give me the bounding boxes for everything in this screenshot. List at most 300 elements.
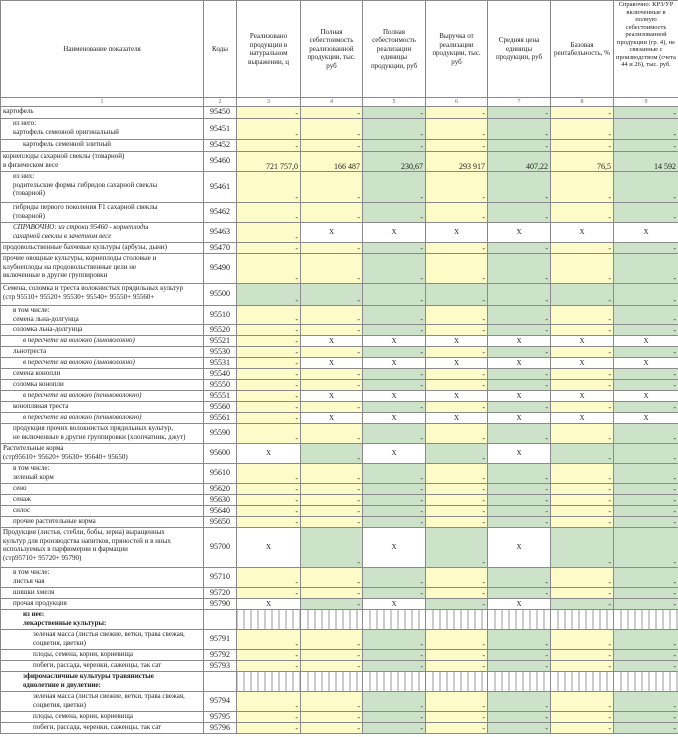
table-row <box>1 444 678 464</box>
table-row <box>1 140 678 152</box>
row-name: в том числе: листья чая <box>1 568 204 588</box>
value-cell: - <box>363 243 426 254</box>
value-cell[interactable]: - <box>301 588 363 599</box>
value-cell: - <box>488 495 551 506</box>
value-cell: - <box>363 506 426 517</box>
value-cell[interactable]: - <box>301 140 363 152</box>
row-name: конопляная треста <box>1 402 204 413</box>
value-cell: - <box>488 203 551 223</box>
value-cell: - <box>614 528 678 568</box>
value-cell[interactable]: - <box>551 347 614 358</box>
value-cell[interactable]: - <box>237 223 301 243</box>
value-cell: X <box>614 413 678 424</box>
value-cell[interactable]: - <box>551 464 614 484</box>
value-cell[interactable]: 293 917 <box>426 152 488 172</box>
value-cell[interactable]: - <box>551 254 614 284</box>
value-cell[interactable]: - <box>237 506 301 517</box>
value-cell[interactable]: - <box>301 347 363 358</box>
value-cell: - <box>614 599 678 610</box>
row-code: 95452 <box>204 140 237 152</box>
value-cell: - <box>488 630 551 650</box>
value-cell[interactable]: - <box>426 107 488 119</box>
value-cell[interactable]: - <box>237 243 301 254</box>
row-name: в пересчете на волокно (пеньковолокно) <box>1 413 204 424</box>
row-code: 95796 <box>204 723 237 734</box>
value-cell[interactable]: - <box>551 306 614 325</box>
row-name: семена конопли <box>1 369 204 380</box>
value-cell[interactable]: - <box>426 517 488 528</box>
column-number-row <box>1 98 678 107</box>
value-cell: 230,67 <box>363 152 426 172</box>
value-cell[interactable]: - <box>551 495 614 506</box>
table-row <box>1 369 678 380</box>
value-cell[interactable]: - <box>237 369 301 380</box>
value-cell[interactable]: - <box>426 712 488 723</box>
value-cell[interactable]: - <box>301 495 363 506</box>
value-cell[interactable]: - <box>237 588 301 599</box>
value-cell: X <box>614 223 678 243</box>
value-cell[interactable]: - <box>301 402 363 413</box>
header-revenue: Выручка от реализации продукции, тыс. руб <box>426 1 488 98</box>
value-cell[interactable]: - <box>426 630 488 650</box>
value-cell[interactable]: - <box>426 495 488 506</box>
row-name: гибриды первого поколения F1 сахарной свеклы (товарной) <box>1 203 204 223</box>
value-cell: - <box>488 284 551 306</box>
value-cell: - <box>488 712 551 723</box>
value-cell[interactable]: - <box>426 172 488 203</box>
value-cell[interactable]: - <box>551 107 614 119</box>
table-row <box>1 610 678 630</box>
value-cell: X <box>363 444 426 464</box>
table-row <box>1 107 678 119</box>
table-row <box>1 203 678 223</box>
row-code: 95540 <box>204 369 237 380</box>
value-cell: - <box>301 528 363 568</box>
row-name: соломка льна-долгунца <box>1 325 204 336</box>
value-cell: X <box>363 358 426 369</box>
value-cell: - <box>614 464 678 484</box>
value-cell[interactable]: - <box>426 347 488 358</box>
value-cell: - <box>363 588 426 599</box>
value-cell[interactable]: - <box>301 484 363 495</box>
value-cell: - <box>614 444 678 464</box>
value-cell: X <box>237 528 301 568</box>
table-row <box>1 517 678 528</box>
value-cell[interactable]: 76,5 <box>551 152 614 172</box>
value-cell: - <box>363 568 426 588</box>
value-cell: - <box>363 692 426 712</box>
table-row <box>1 630 678 650</box>
header-reference: Справочно: КРЗ/УР включенные в полную себестоимость реализованной продукции (гр. 4), не связанные с производством (счета 44 и 26), тыс. руб. <box>614 1 678 98</box>
value-cell[interactable]: - <box>301 254 363 284</box>
value-cell: X <box>426 336 488 347</box>
row-code: 95720 <box>204 588 237 599</box>
value-cell[interactable]: - <box>551 650 614 661</box>
value-cell[interactable]: - <box>426 140 488 152</box>
value-cell[interactable]: - <box>551 119 614 140</box>
value-cell: - <box>363 347 426 358</box>
value-cell[interactable]: - <box>426 723 488 734</box>
row-code: 95560 <box>204 402 237 413</box>
row-code: 95561 <box>204 413 237 424</box>
value-cell: - <box>488 506 551 517</box>
value-cell: X <box>301 413 363 424</box>
value-cell[interactable]: - <box>301 203 363 223</box>
value-cell[interactable]: - <box>237 402 301 413</box>
value-cell[interactable]: - <box>301 517 363 528</box>
value-cell[interactable]: - <box>551 712 614 723</box>
table-row <box>1 306 678 325</box>
value-cell[interactable]: - <box>551 630 614 650</box>
row-name: СПРАВОЧНО: из строки 95460 - корнеплоды сахарной свеклы в зачетном весе <box>1 223 204 243</box>
hatched-cell <box>614 610 678 630</box>
value-cell[interactable]: - <box>426 484 488 495</box>
value-cell[interactable]: - <box>426 661 488 672</box>
value-cell[interactable]: - <box>551 424 614 444</box>
value-cell: - <box>301 599 363 610</box>
row-code: 95450 <box>204 107 237 119</box>
value-cell[interactable]: - <box>301 506 363 517</box>
value-cell[interactable]: - <box>426 203 488 223</box>
value-cell: - <box>488 588 551 599</box>
col-num: 8 <box>551 98 614 107</box>
table-row <box>1 650 678 661</box>
value-cell[interactable]: - <box>237 723 301 734</box>
value-cell: X <box>614 391 678 402</box>
value-cell[interactable]: - <box>237 464 301 484</box>
value-cell: - <box>363 650 426 661</box>
table-row <box>1 672 678 692</box>
table-row <box>1 599 678 610</box>
value-cell: X <box>237 599 301 610</box>
value-cell[interactable]: - <box>426 588 488 599</box>
col-num: 6 <box>426 98 488 107</box>
value-cell[interactable]: - <box>551 402 614 413</box>
row-code: 95461 <box>204 172 237 203</box>
value-cell: - <box>614 347 678 358</box>
value-cell[interactable]: - <box>237 692 301 712</box>
row-code: 95551 <box>204 391 237 402</box>
row-code: 95650 <box>204 517 237 528</box>
header-row <box>1 1 678 98</box>
row-code: 95490 <box>204 254 237 284</box>
value-cell: X <box>488 528 551 568</box>
value-cell: - <box>614 650 678 661</box>
value-cell[interactable]: - <box>301 119 363 140</box>
value-cell[interactable]: 166 487 <box>301 152 363 172</box>
row-name: из нее: лекарственные культуры: <box>1 610 204 630</box>
table-row <box>1 588 678 599</box>
value-cell: - <box>488 254 551 284</box>
header-full-cost: Полная себестоимость реализованной продукции, тыс. руб <box>301 1 363 98</box>
row-code: 95795 <box>204 712 237 723</box>
value-cell: X <box>551 358 614 369</box>
value-cell[interactable]: - <box>237 568 301 588</box>
value-cell[interactable]: - <box>426 119 488 140</box>
value-cell: - <box>551 528 614 568</box>
value-cell[interactable]: - <box>301 380 363 391</box>
value-cell[interactable]: - <box>237 712 301 723</box>
value-cell: - <box>488 484 551 495</box>
value-cell[interactable]: - <box>426 692 488 712</box>
value-cell: X <box>301 358 363 369</box>
value-cell: - <box>488 306 551 325</box>
value-cell[interactable]: - <box>426 306 488 325</box>
row-code <box>204 672 237 692</box>
row-name: эфиромасличные культуры травянистые однолетние и двулетние: <box>1 672 204 692</box>
value-cell[interactable]: - <box>237 336 301 347</box>
value-cell: - <box>488 325 551 336</box>
value-cell[interactable]: - <box>551 203 614 223</box>
row-name: в пересчете на волокно (льноволокно) <box>1 358 204 369</box>
value-cell[interactable]: - <box>426 464 488 484</box>
table-row <box>1 358 678 369</box>
value-cell[interactable]: - <box>237 172 301 203</box>
value-cell: - <box>614 692 678 712</box>
value-cell[interactable]: - <box>237 358 301 369</box>
row-code: 95521 <box>204 336 237 347</box>
value-cell: - <box>614 254 678 284</box>
value-cell[interactable]: - <box>301 464 363 484</box>
value-cell[interactable]: - <box>237 413 301 424</box>
value-cell[interactable]: - <box>301 692 363 712</box>
value-cell: - <box>614 568 678 588</box>
value-cell[interactable]: - <box>301 325 363 336</box>
value-cell[interactable]: - <box>237 380 301 391</box>
value-cell[interactable]: - <box>237 484 301 495</box>
value-cell[interactable]: - <box>301 306 363 325</box>
value-cell[interactable]: - <box>237 650 301 661</box>
row-code: 95510 <box>204 306 237 325</box>
value-cell[interactable]: - <box>551 140 614 152</box>
value-cell: - <box>614 369 678 380</box>
table-row <box>1 402 678 413</box>
value-cell[interactable]: - <box>551 661 614 672</box>
hatched-cell <box>426 610 488 630</box>
row-code: 95610 <box>204 464 237 484</box>
row-code: 95792 <box>204 650 237 661</box>
value-cell[interactable]: - <box>551 243 614 254</box>
table-row <box>1 223 678 243</box>
value-cell[interactable]: - <box>301 630 363 650</box>
value-cell: - <box>488 424 551 444</box>
value-cell: - <box>363 495 426 506</box>
table-row <box>1 284 678 306</box>
value-cell: - <box>614 402 678 413</box>
header-qty: Реализовано продукции в натуральном выражении, ц <box>237 1 301 98</box>
value-cell: - <box>363 119 426 140</box>
row-code: 95794 <box>204 692 237 712</box>
value-cell[interactable]: - <box>237 661 301 672</box>
value-cell: X <box>237 444 301 464</box>
hatched-cell <box>488 672 551 692</box>
value-cell: - <box>488 568 551 588</box>
value-cell[interactable]: 721 757,0 <box>237 152 301 172</box>
value-cell: - <box>614 424 678 444</box>
hatched-cell <box>363 610 426 630</box>
value-cell: - <box>363 203 426 223</box>
value-cell[interactable]: - <box>237 517 301 528</box>
table-row <box>1 495 678 506</box>
value-cell: - <box>363 630 426 650</box>
value-cell[interactable]: - <box>237 347 301 358</box>
value-cell[interactable]: - <box>237 140 301 152</box>
value-cell: - <box>614 661 678 672</box>
value-cell: - <box>301 284 363 306</box>
value-cell[interactable]: - <box>551 692 614 712</box>
value-cell: X <box>488 358 551 369</box>
table-row <box>1 254 678 284</box>
row-code: 95463 <box>204 223 237 243</box>
value-cell[interactable]: - <box>551 484 614 495</box>
value-cell[interactable]: - <box>426 568 488 588</box>
value-cell[interactable]: - <box>426 254 488 284</box>
value-cell[interactable]: - <box>426 402 488 413</box>
col-num: 7 <box>488 98 551 107</box>
value-cell[interactable]: - <box>551 588 614 599</box>
row-name: шишки хмеля <box>1 588 204 599</box>
value-cell[interactable]: - <box>237 495 301 506</box>
value-cell[interactable]: - <box>301 424 363 444</box>
hatched-cell <box>551 610 614 630</box>
col-num: 3 <box>237 98 301 107</box>
value-cell[interactable]: - <box>237 325 301 336</box>
row-name: побеги, рассада, черенки, саженцы, так сат <box>1 661 204 672</box>
value-cell[interactable]: - <box>301 172 363 203</box>
value-cell: - <box>614 325 678 336</box>
table-row <box>1 325 678 336</box>
table-row <box>1 692 678 712</box>
value-cell: X <box>426 413 488 424</box>
value-cell: - <box>551 284 614 306</box>
row-name: продукция прочих волокнистых прядильных культур, не включенные в другие группировки (хлопчатник, джут) <box>1 424 204 444</box>
value-cell[interactable]: - <box>551 325 614 336</box>
value-cell[interactable]: - <box>301 107 363 119</box>
value-cell[interactable]: - <box>426 325 488 336</box>
value-cell: - <box>614 484 678 495</box>
table-row <box>1 119 678 140</box>
table-row <box>1 484 678 495</box>
value-cell: - <box>488 692 551 712</box>
value-cell: - <box>614 140 678 152</box>
hatched-cell <box>301 610 363 630</box>
header-unit-cost: Полная себестоимость реализации единицы продукции, руб <box>363 1 426 98</box>
table-row <box>1 506 678 517</box>
row-name: соломка конопли <box>1 380 204 391</box>
value-cell[interactable]: - <box>237 254 301 284</box>
value-cell: - <box>426 599 488 610</box>
row-code: 95793 <box>204 661 237 672</box>
value-cell[interactable]: - <box>551 723 614 734</box>
value-cell[interactable]: - <box>237 391 301 402</box>
row-code: 95600 <box>204 444 237 464</box>
col-num: 4 <box>301 98 363 107</box>
value-cell: - <box>614 723 678 734</box>
row-name: сенаж <box>1 495 204 506</box>
value-cell[interactable]: - <box>551 568 614 588</box>
value-cell: X <box>301 391 363 402</box>
value-cell: - <box>488 723 551 734</box>
value-cell[interactable]: - <box>237 630 301 650</box>
value-cell[interactable]: - <box>551 172 614 203</box>
table-row <box>1 568 678 588</box>
value-cell: X <box>551 413 614 424</box>
value-cell[interactable]: - <box>301 723 363 734</box>
row-name: из него: картофель семенной оригинальный <box>1 119 204 140</box>
value-cell[interactable]: - <box>301 712 363 723</box>
value-cell: - <box>614 172 678 203</box>
value-cell[interactable]: - <box>301 243 363 254</box>
value-cell: - <box>426 284 488 306</box>
value-cell: - <box>488 380 551 391</box>
value-cell[interactable]: - <box>301 369 363 380</box>
row-name: силос <box>1 506 204 517</box>
row-code: 95590 <box>204 424 237 444</box>
value-cell[interactable]: - <box>237 119 301 140</box>
value-cell: - <box>614 506 678 517</box>
row-code: 95451 <box>204 119 237 140</box>
value-cell: - <box>614 243 678 254</box>
value-cell[interactable]: - <box>551 506 614 517</box>
row-code: 95530 <box>204 347 237 358</box>
value-cell[interactable]: - <box>551 369 614 380</box>
value-cell: X <box>426 391 488 402</box>
value-cell[interactable]: - <box>237 306 301 325</box>
value-cell: X <box>301 223 363 243</box>
header-profitability: Базовая рентабельность, % <box>551 1 614 98</box>
value-cell[interactable]: - <box>301 650 363 661</box>
value-cell: - <box>614 203 678 223</box>
value-cell: - <box>614 495 678 506</box>
value-cell: X <box>363 413 426 424</box>
value-cell[interactable]: - <box>551 380 614 391</box>
value-cell[interactable]: - <box>551 517 614 528</box>
value-cell[interactable]: - <box>237 107 301 119</box>
value-cell: X <box>488 336 551 347</box>
value-cell[interactable]: - <box>426 650 488 661</box>
value-cell[interactable]: - <box>237 203 301 223</box>
value-cell[interactable]: - <box>426 243 488 254</box>
row-name: картофель <box>1 107 204 119</box>
row-code: 95630 <box>204 495 237 506</box>
value-cell: - <box>363 380 426 391</box>
value-cell: 407,22 <box>488 152 551 172</box>
row-name: в пересчете на волокно (пеньковолокно) <box>1 391 204 402</box>
value-cell[interactable]: - <box>426 424 488 444</box>
value-cell[interactable]: - <box>426 506 488 517</box>
value-cell[interactable]: - <box>237 424 301 444</box>
value-cell[interactable]: - <box>301 568 363 588</box>
row-name: продовольственные бахчевые культуры (арбузы, дыни) <box>1 243 204 254</box>
table-row <box>1 464 678 484</box>
value-cell: X <box>363 223 426 243</box>
table-row <box>1 391 678 402</box>
value-cell: - <box>363 402 426 413</box>
table-row <box>1 336 678 347</box>
value-cell: - <box>363 325 426 336</box>
value-cell: - <box>363 306 426 325</box>
hatched-cell <box>363 672 426 692</box>
table-row <box>1 152 678 172</box>
header-name: Наименование показателя <box>1 1 204 98</box>
value-cell: 14 592 <box>614 152 678 172</box>
row-name: прочая продукция <box>1 599 204 610</box>
value-cell[interactable]: - <box>426 380 488 391</box>
row-name: Продукция (листья, стебли, бобы, зерна) выращенных культур для производства напитков, пряностей и в иных используемых в парфюмерии и фармации (стр95710+ 95720+ 95790) <box>1 528 204 568</box>
value-cell[interactable]: - <box>426 369 488 380</box>
value-cell: - <box>237 284 301 306</box>
value-cell[interactable]: - <box>301 661 363 672</box>
